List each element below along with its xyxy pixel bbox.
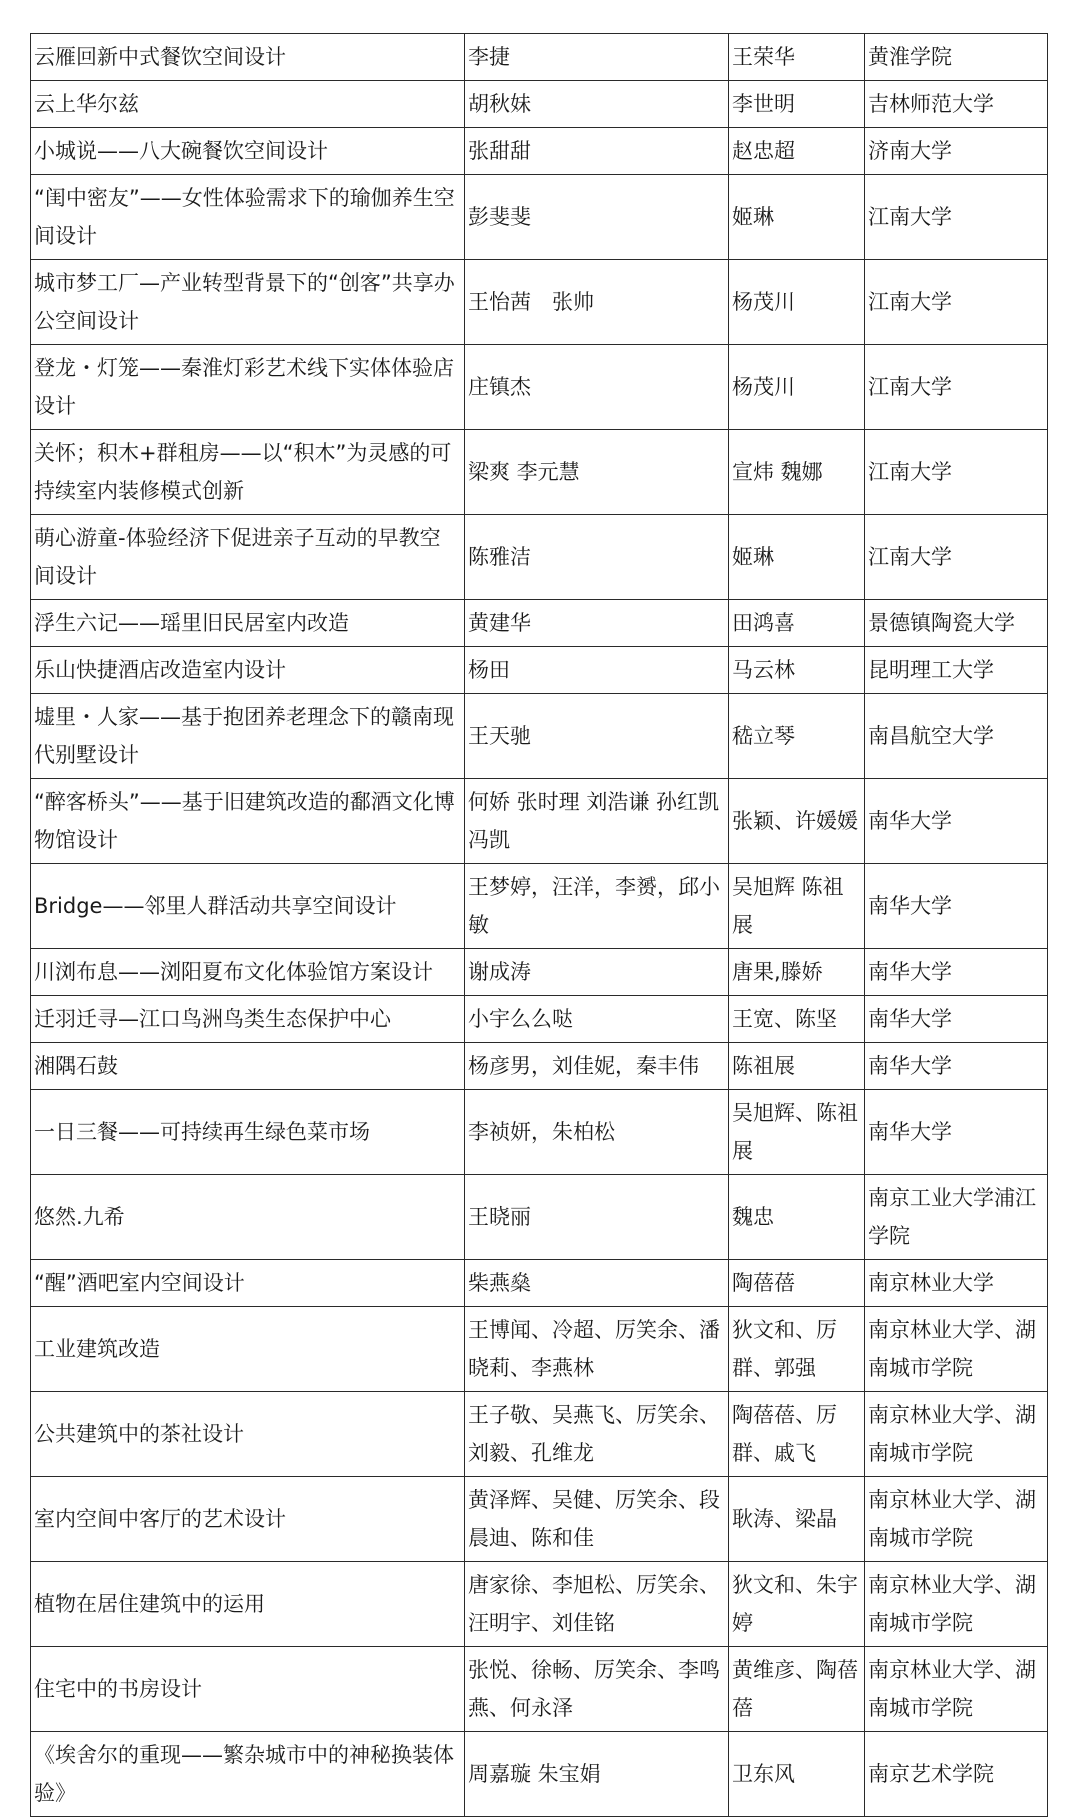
table-row: [31, 1043, 1048, 1090]
work-title-cell: 萌心游童-体验经济下促进亲子互动的早教空间设计: [31, 515, 465, 600]
authors-cell: 李捷: [465, 34, 729, 81]
authors-cell: 梁爽 李元慧: [465, 430, 729, 515]
authors-cell: 王天驰: [465, 694, 729, 779]
authors-cell: 张甜甜: [465, 128, 729, 175]
advisor-cell: 狄文和、朱宇婷: [729, 1562, 865, 1647]
work-title-cell: 浮生六记——瑶里旧民居室内改造: [31, 600, 465, 647]
table-row: [31, 430, 1048, 515]
work-title-cell: 川浏布息——浏阳夏布文化体验馆方案设计: [31, 949, 465, 996]
advisor-cell: 马云林: [729, 647, 865, 694]
advisor-cell: 陶蓓蓓、厉群、戚飞: [729, 1392, 865, 1477]
school-cell: 吉林师范大学: [865, 81, 1048, 128]
advisor-cell: 唐果,滕娇: [729, 949, 865, 996]
authors-cell: 庄镇杰: [465, 345, 729, 430]
award-list-table: [30, 33, 1048, 1817]
table-row: [31, 515, 1048, 600]
work-title-cell: “闺中密友”——女性体验需求下的瑜伽养生空间设计: [31, 175, 465, 260]
school-cell: 江南大学: [865, 430, 1048, 515]
work-title-cell: 关怀；积木+群租房——以“积木”为灵感的可持续室内装修模式创新: [31, 430, 465, 515]
advisor-cell: 王荣华: [729, 34, 865, 81]
table-row: [31, 1562, 1048, 1647]
authors-cell: 谢成涛: [465, 949, 729, 996]
school-cell: 南华大学: [865, 779, 1048, 864]
advisor-cell: 耿涛、梁晶: [729, 1477, 865, 1562]
school-cell: 南昌航空大学: [865, 694, 1048, 779]
table-row: [31, 1647, 1048, 1732]
table-row: [31, 1090, 1048, 1175]
school-cell: 昆明理工大学: [865, 647, 1048, 694]
table-row: [31, 1260, 1048, 1307]
advisor-cell: 吴旭辉 陈祖展: [729, 864, 865, 949]
table-row: [31, 779, 1048, 864]
school-cell: 南华大学: [865, 1043, 1048, 1090]
table-row: [31, 128, 1048, 175]
work-title-cell: “醒”酒吧室内空间设计: [31, 1260, 465, 1307]
work-title-cell: 悠然.九希: [31, 1175, 465, 1260]
advisor-cell: 黄维彦、陶蓓蓓: [729, 1647, 865, 1732]
authors-cell: 杨彦男，刘佳妮，秦丰伟: [465, 1043, 729, 1090]
school-cell: 济南大学: [865, 128, 1048, 175]
school-cell: 南京林业大学、湖南城市学院: [865, 1562, 1048, 1647]
authors-cell: 王博闻、冷超、厉笑余、潘晓莉、李燕林: [465, 1307, 729, 1392]
table-row: [31, 647, 1048, 694]
advisor-cell: 张颖、许媛媛: [729, 779, 865, 864]
work-title-cell: “醉客桥头”——基于旧建筑改造的鄱酒文化博物馆设计: [31, 779, 465, 864]
authors-cell: 王梦婷，汪洋，李赟，邱小敏: [465, 864, 729, 949]
work-title-cell: 湘隅石鼓: [31, 1043, 465, 1090]
work-title-cell: 植物在居住建筑中的运用: [31, 1562, 465, 1647]
advisor-cell: 王宽、陈坚: [729, 996, 865, 1043]
school-cell: 江南大学: [865, 175, 1048, 260]
advisor-cell: 姬琳: [729, 175, 865, 260]
school-cell: 南京林业大学、湖南城市学院: [865, 1307, 1048, 1392]
table-row: [31, 175, 1048, 260]
school-cell: 江南大学: [865, 515, 1048, 600]
table-row: [31, 600, 1048, 647]
table-body: [31, 34, 1048, 1817]
work-title-cell: Bridge——邻里人群活动共享空间设计: [31, 864, 465, 949]
school-cell: 南京林业大学、湖南城市学院: [865, 1392, 1048, 1477]
school-cell: 南华大学: [865, 864, 1048, 949]
authors-cell: 柴燕燊: [465, 1260, 729, 1307]
table-row: [31, 949, 1048, 996]
advisor-cell: 赵忠超: [729, 128, 865, 175]
authors-cell: 杨田: [465, 647, 729, 694]
authors-cell: 张悦、徐畅、厉笑余、李鸣燕、何永泽: [465, 1647, 729, 1732]
authors-cell: 王晓丽: [465, 1175, 729, 1260]
authors-cell: 陈雅洁: [465, 515, 729, 600]
authors-cell: 黄泽辉、吴健、厉笑余、段晨迪、陈和佳: [465, 1477, 729, 1562]
authors-cell: 胡秋妹: [465, 81, 729, 128]
authors-cell: 何娇 张时理 刘浩谦 孙红凯 冯凯: [465, 779, 729, 864]
school-cell: 南京林业大学、湖南城市学院: [865, 1647, 1048, 1732]
school-cell: 景德镇陶瓷大学: [865, 600, 1048, 647]
table-row: [31, 864, 1048, 949]
table-row: [31, 81, 1048, 128]
advisor-cell: 狄文和、厉群、郭强: [729, 1307, 865, 1392]
advisor-cell: 姬琳: [729, 515, 865, 600]
advisor-cell: 卫东风: [729, 1732, 865, 1817]
advisor-cell: 宣炜 魏娜: [729, 430, 865, 515]
table-row: [31, 1175, 1048, 1260]
work-title-cell: 迁羽迁寻—江口鸟洲鸟类生态保护中心: [31, 996, 465, 1043]
advisor-cell: 杨茂川: [729, 260, 865, 345]
table-row: [31, 260, 1048, 345]
school-cell: 南华大学: [865, 949, 1048, 996]
authors-cell: 李祯妍，朱柏松: [465, 1090, 729, 1175]
school-cell: 黄淮学院: [865, 34, 1048, 81]
work-title-cell: 公共建筑中的茶社设计: [31, 1392, 465, 1477]
school-cell: 江南大学: [865, 345, 1048, 430]
advisor-cell: 吴旭辉、陈祖展: [729, 1090, 865, 1175]
work-title-cell: 墟里・人家——基于抱团养老理念下的赣南现代别墅设计: [31, 694, 465, 779]
work-title-cell: 工业建筑改造: [31, 1307, 465, 1392]
authors-cell: 小宇么么哒: [465, 996, 729, 1043]
school-cell: 江南大学: [865, 260, 1048, 345]
table-row: [31, 996, 1048, 1043]
advisor-cell: 杨茂川: [729, 345, 865, 430]
school-cell: 南华大学: [865, 996, 1048, 1043]
table-row: [31, 1307, 1048, 1392]
school-cell: 南京林业大学: [865, 1260, 1048, 1307]
school-cell: 南京林业大学、湖南城市学院: [865, 1477, 1048, 1562]
advisor-cell: 魏忠: [729, 1175, 865, 1260]
advisor-cell: 陈祖展: [729, 1043, 865, 1090]
authors-cell: 黄建华: [465, 600, 729, 647]
authors-cell: 彭斐斐: [465, 175, 729, 260]
table-row: [31, 1477, 1048, 1562]
work-title-cell: 《埃舍尔的重现——繁杂城市中的神秘换装体验》: [31, 1732, 465, 1817]
table-row: [31, 34, 1048, 81]
school-cell: 南京艺术学院: [865, 1732, 1048, 1817]
advisor-cell: 嵇立琴: [729, 694, 865, 779]
work-title-cell: 云雁回新中式餐饮空间设计: [31, 34, 465, 81]
table-row: [31, 1392, 1048, 1477]
authors-cell: 王怡茜 张帅: [465, 260, 729, 345]
school-cell: 南京工业大学浦江学院: [865, 1175, 1048, 1260]
work-title-cell: 云上华尔兹: [31, 81, 465, 128]
authors-cell: 周嘉璇 朱宝娟: [465, 1732, 729, 1817]
advisor-cell: 李世明: [729, 81, 865, 128]
work-title-cell: 城市梦工厂—产业转型背景下的“创客”共享办公空间设计: [31, 260, 465, 345]
table-row: [31, 694, 1048, 779]
advisor-cell: 田鸿喜: [729, 600, 865, 647]
work-title-cell: 小城说——八大碗餐饮空间设计: [31, 128, 465, 175]
table-row: [31, 345, 1048, 430]
authors-cell: 王子敬、吴燕飞、厉笑余、刘毅、孔维龙: [465, 1392, 729, 1477]
advisor-cell: 陶蓓蓓: [729, 1260, 865, 1307]
authors-cell: 唐家徐、李旭松、厉笑余、汪明宇、刘佳铭: [465, 1562, 729, 1647]
school-cell: 南华大学: [865, 1090, 1048, 1175]
work-title-cell: 住宅中的书房设计: [31, 1647, 465, 1732]
table-row: [31, 1732, 1048, 1817]
work-title-cell: 乐山快捷酒店改造室内设计: [31, 647, 465, 694]
work-title-cell: 一日三餐——可持续再生绿色菜市场: [31, 1090, 465, 1175]
work-title-cell: 室内空间中客厅的艺术设计: [31, 1477, 465, 1562]
work-title-cell: 登龙・灯笼——秦淮灯彩艺术线下实体体验店设计: [31, 345, 465, 430]
